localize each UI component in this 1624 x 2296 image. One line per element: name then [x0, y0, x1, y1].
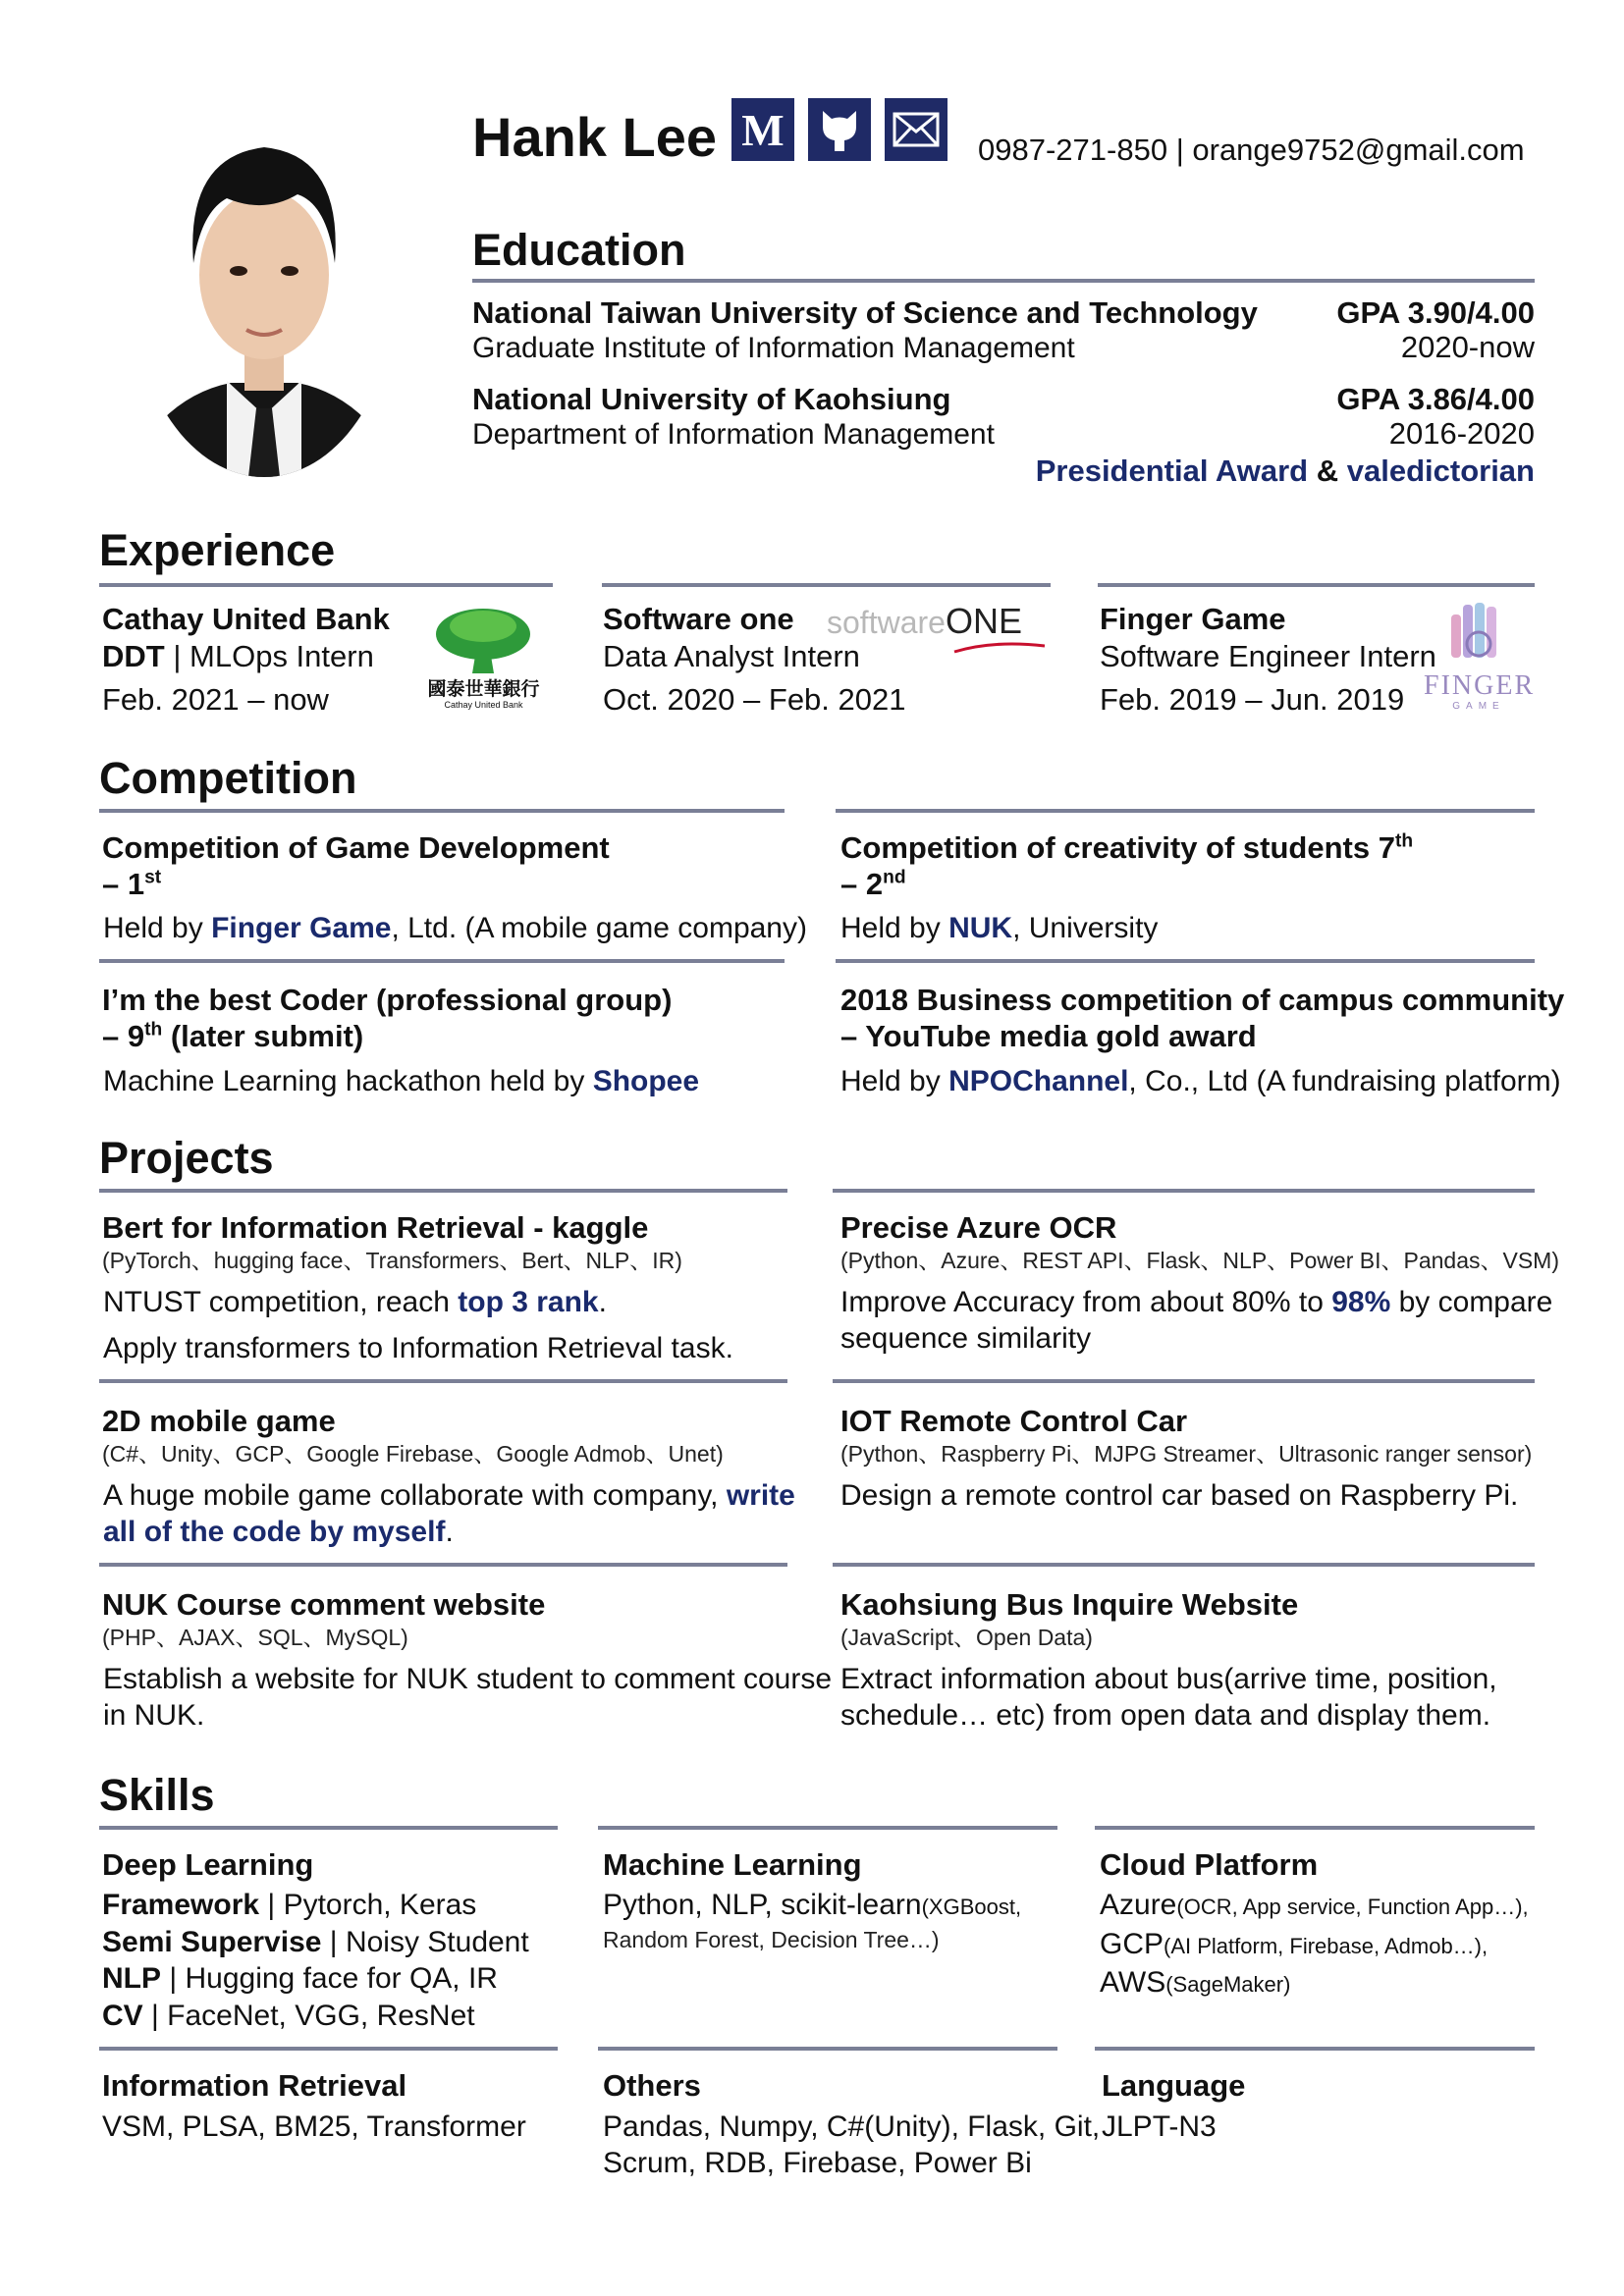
projects-rule-6	[833, 1563, 1535, 1567]
competition-rule-1	[99, 809, 785, 813]
competition-desc-4-hl: NPOChannel	[948, 1065, 1129, 1097]
competition-rank-2-sup: nd	[883, 867, 906, 888]
competition-title-3	[102, 982, 672, 1054]
skill-cloud-azure: Azure	[1100, 1889, 1177, 1921]
experience-sep-1: |	[173, 639, 182, 673]
skills-rule-1	[99, 1826, 558, 1830]
skill-dl-key-3: NLP	[102, 1962, 161, 1995]
skill-ml-line1	[603, 1887, 1021, 1924]
skill-dl-sep-3: |	[169, 1962, 178, 1995]
skill-dl-key-4: CV	[102, 1999, 143, 2032]
skills-rule-2	[598, 1826, 1057, 1830]
education-school-2: National University of Kaohsiung	[472, 382, 951, 416]
competition-desc-1-hl: Finger Game	[211, 912, 392, 944]
skills-rule-4	[99, 2047, 558, 2051]
experience-company-2: Software one	[603, 602, 794, 636]
education-gpa-2: GPA 3.86/4.00	[1336, 382, 1535, 416]
skill-cloud-row-2	[1100, 1926, 1529, 1965]
competition-title-3-line2	[102, 1018, 672, 1054]
projects-rule-3	[99, 1379, 787, 1383]
skill-ml-line2: Random Forest, Decision Tree…)	[603, 1927, 940, 1952]
project-desc-3b-post: .	[445, 1516, 454, 1548]
project-desc-4a: Design a remote control car based on Raspberry Pi.	[840, 1479, 1519, 1512]
project-desc-6a: Extract information about bus(arrive time, position,	[840, 1663, 1497, 1695]
project-tech-4: (Python、Raspberry Pi、MJPG Streamer、Ultrasonic ranger sensor)	[840, 1441, 1533, 1467]
experience-rule-3	[1098, 583, 1535, 587]
experience-team-1: DDT	[102, 639, 165, 673]
skill-ml-title: Machine Learning	[603, 1847, 862, 1882]
competition-rule-4	[836, 959, 1535, 963]
competition-desc-2-post: , University	[1012, 912, 1159, 944]
skill-cloud-aws-detail: (SageMaker)	[1165, 1972, 1291, 1997]
project-desc-3a-pre: A huge mobile game collaborate with company,	[103, 1479, 727, 1512]
skill-dl-sep-1: |	[267, 1889, 276, 1921]
experience-period-3: Feb. 2019 – Jun. 2019	[1100, 682, 1405, 717]
competition-desc-2-hl: NUK	[948, 912, 1013, 944]
award-ampersand: &	[1316, 454, 1339, 488]
fingergame-logo-a: FINGER	[1424, 670, 1536, 701]
competition-rank-1-sup: st	[144, 867, 162, 888]
skill-cloud-azure-detail: (OCR, App service, Function App…),	[1176, 1895, 1529, 1919]
project-desc-2a-hl: 98%	[1331, 1286, 1391, 1318]
medium-icon[interactable]	[731, 98, 794, 161]
skill-cloud-gcp-detail: (AI Platform, Firebase, Admob…),	[1164, 1933, 1489, 1958]
skill-dl-key-2: Semi Supervise	[102, 1925, 322, 1958]
email-address[interactable]: orange9752@gmail.com	[1192, 133, 1525, 167]
skill-dl-row-2	[102, 1924, 529, 1961]
skill-deep-learning-rows	[102, 1887, 529, 2034]
project-title-4: IOT Remote Control Car	[840, 1404, 1188, 1438]
competition-title-2	[840, 829, 1413, 902]
skill-cloud-row-1	[1100, 1887, 1529, 1926]
project-tech-1: (PyTorch、hugging face、Transformers、Bert、NLP、IR)	[102, 1248, 682, 1273]
softwareone-logo	[827, 601, 1048, 650]
project-tech-3: (C#、Unity、GCP、Google Firebase、Google Admob、Unet)	[102, 1441, 724, 1467]
education-gpa-1: GPA 3.90/4.00	[1336, 295, 1535, 330]
experience-period-1: Feb. 2021 – now	[102, 682, 329, 717]
project-title-6: Kaohsiung Bus Inquire Website	[840, 1587, 1299, 1622]
project-desc-3b	[103, 1514, 454, 1551]
project-desc-5a: Establish a website for NUK student to comment course	[103, 1663, 833, 1695]
education-period-1: 2020-now	[1400, 330, 1535, 364]
competition-desc-4-pre: Held by	[840, 1065, 949, 1097]
github-icon[interactable]	[808, 98, 871, 161]
softwareone-logo-b: ONE	[945, 601, 1022, 641]
project-desc-1a	[103, 1284, 607, 1321]
experience-rule-1	[99, 583, 553, 587]
skill-others-line1: Pandas, Numpy, C#(Unity), Flask, Git,	[603, 2110, 1101, 2143]
competition-desc-1	[103, 910, 807, 947]
contact-separator: |	[1175, 133, 1184, 167]
education-period-2: 2016-2020	[1388, 416, 1535, 451]
competition-title-1-line2	[102, 866, 610, 902]
svg-text:M: M	[741, 106, 785, 153]
experience-role-2: Data Analyst Intern	[603, 639, 860, 673]
competition-desc-4	[840, 1063, 1561, 1100]
competition-title-4	[840, 982, 1564, 1054]
experience-rule-2	[602, 583, 1051, 587]
project-desc-3a	[103, 1477, 795, 1515]
fingergame-logo-b: GAME	[1452, 701, 1505, 712]
skill-others-line2: Scrum, RDB, Firebase, Power Bi	[603, 2147, 1032, 2179]
competition-heading: Competition	[99, 753, 357, 803]
projects-rule-5	[99, 1563, 787, 1567]
competition-rank-3: – 9	[102, 1019, 145, 1054]
competition-title-1	[102, 829, 610, 902]
candidate-name: Hank Lee	[472, 106, 717, 168]
phone-number: 0987-271-850	[978, 133, 1168, 167]
projects-rule-1	[99, 1189, 787, 1193]
competition-desc-3-hl: Shopee	[592, 1065, 700, 1097]
competition-rank-3-post: (later submit)	[162, 1019, 364, 1054]
project-desc-3b-hl: all of the code by myself	[103, 1516, 446, 1548]
award-valedictorian: valedictorian	[1346, 454, 1535, 488]
skill-dl-val-1: Pytorch, Keras	[283, 1889, 477, 1921]
skill-dl-row-3	[102, 1960, 529, 1998]
competition-title-1-line1: Competition of Game Development	[102, 830, 610, 865]
experience-period-2: Oct. 2020 – Feb. 2021	[603, 682, 906, 717]
projects-heading: Projects	[99, 1133, 274, 1183]
skill-dl-sep-2: |	[329, 1925, 338, 1958]
skill-ir-title: Information Retrieval	[102, 2068, 407, 2103]
competition-title-3-line1: I’m the best Coder (professional group)	[102, 983, 673, 1017]
skill-dl-key-1: Framework	[102, 1889, 260, 1921]
award-presidential: Presidential Award	[1035, 454, 1309, 488]
cathay-logo	[417, 607, 550, 717]
project-title-1: Bert for Information Retrieval - kaggle	[102, 1210, 649, 1245]
skill-dl-row-1	[102, 1887, 529, 1924]
skills-heading: Skills	[99, 1770, 215, 1820]
competition-rank-2: – 2	[840, 867, 884, 902]
project-tech-6: (JavaScript、Open Data)	[840, 1625, 1093, 1650]
project-desc-1a-hl: top 3 rank	[458, 1286, 599, 1318]
experience-company-3: Finger Game	[1100, 602, 1286, 636]
skill-cloud-aws: AWS	[1100, 1966, 1166, 1999]
project-desc-5b: in NUK.	[103, 1699, 205, 1732]
competition-rule-2	[836, 809, 1535, 813]
cathay-logo-zh: 國泰世華銀行	[427, 679, 540, 700]
competition-title-2-line1	[840, 829, 1413, 866]
skill-cloud-rows	[1100, 1887, 1529, 2003]
skill-cloud-gcp: GCP	[1100, 1927, 1164, 1960]
education-dept-2: Department of Information Management	[472, 418, 995, 451]
skill-dl-val-2: Noisy Student	[345, 1925, 529, 1958]
competition-rank-1: – 1	[102, 867, 145, 902]
skills-rule-6	[1095, 2047, 1535, 2051]
experience-role-3: Software Engineer Intern	[1100, 639, 1436, 673]
skills-rule-5	[598, 2047, 1057, 2051]
competition-rank-3-sup: th	[144, 1019, 163, 1041]
skill-ml-main: Python, NLP, scikit-learn	[603, 1889, 922, 1921]
project-desc-2a-post: by compare	[1390, 1286, 1553, 1318]
project-desc-6b: schedule… etc) from open data and display them.	[840, 1699, 1491, 1732]
softwareone-logo-a: software	[827, 605, 946, 640]
skill-dl-val-3: Hugging face for QA, IR	[185, 1962, 498, 1995]
project-title-2: Precise Azure OCR	[840, 1210, 1117, 1245]
competition-title-4-line1: 2018 Business competition of campus community	[840, 983, 1565, 1017]
education-dept-1: Graduate Institute of Information Management	[472, 332, 1075, 364]
experience-company-1: Cathay United Bank	[102, 602, 390, 636]
education-rule	[472, 279, 1535, 283]
competition-desc-2	[840, 910, 1158, 947]
education-school-1: National Taiwan University of Science and Technology	[472, 295, 1258, 330]
competition-rule-3	[99, 959, 785, 963]
skill-others-title: Others	[603, 2068, 701, 2103]
skill-dl-row-4	[102, 1998, 529, 2035]
project-desc-1b: Apply transformers to Information Retrieval task.	[103, 1332, 733, 1364]
competition-desc-4-post: , Co., Ltd (A fundraising platform)	[1128, 1065, 1561, 1097]
skill-language-title: Language	[1102, 2068, 1246, 2103]
projects-rule-4	[833, 1379, 1535, 1383]
profile-photo	[133, 96, 396, 477]
competition-title-4-line2: – YouTube media gold award	[840, 1019, 1257, 1054]
education-heading: Education	[472, 225, 686, 275]
experience-role-text-1: MLOps Intern	[189, 639, 374, 673]
competition-desc-2-pre: Held by	[840, 912, 949, 944]
contact-line	[978, 132, 1525, 170]
project-title-5: NUK Course comment website	[102, 1587, 546, 1622]
skill-deep-learning-title: Deep Learning	[102, 1847, 314, 1882]
competition-desc-3-pre: Machine Learning hackathon held by	[103, 1065, 593, 1097]
skill-cloud-title: Cloud Platform	[1100, 1847, 1319, 1882]
cathay-logo-en: Cathay United Bank	[444, 699, 523, 710]
experience-heading: Experience	[99, 525, 336, 575]
competition-desc-1-post: , Ltd. (A mobile game company)	[391, 912, 807, 944]
project-desc-2b: sequence similarity	[840, 1322, 1092, 1355]
skill-cloud-row-3	[1100, 1964, 1529, 2003]
project-tech-2: (Python、Azure、REST API、Flask、NLP、Power BI、Pandas、VSM)	[840, 1248, 1559, 1273]
project-desc-1a-pre: NTUST competition, reach	[103, 1286, 459, 1318]
skill-ml-small1: (XGBoost,	[921, 1895, 1022, 1919]
competition-desc-1-pre: Held by	[103, 912, 212, 944]
project-title-3: 2D mobile game	[102, 1404, 336, 1438]
project-desc-1a-post: .	[598, 1286, 607, 1318]
competition-title-2-line2	[840, 866, 1413, 902]
project-tech-5: (PHP、AJAX、SQL、MySQL)	[102, 1625, 408, 1650]
project-desc-2a	[840, 1284, 1552, 1321]
experience-role-1	[102, 638, 374, 676]
skills-rule-3	[1095, 1826, 1535, 1830]
project-desc-3a-hl: write	[726, 1479, 795, 1512]
competition-desc-3	[103, 1063, 699, 1100]
email-icon[interactable]	[885, 98, 947, 161]
competition-title-2-text: Competition of creativity of students 7	[840, 830, 1395, 865]
skill-dl-val-4: FaceNet, VGG, ResNet	[167, 1999, 475, 2032]
projects-rule-2	[833, 1189, 1535, 1193]
skill-ir-text: VSM, PLSA, BM25, Transformer	[102, 2110, 526, 2143]
education-award	[982, 453, 1535, 489]
skill-language-text: JLPT-N3	[1102, 2110, 1217, 2143]
competition-title-2-sup: th	[1394, 830, 1414, 852]
skill-dl-sep-4: |	[151, 1999, 159, 2032]
fingergame-logo	[1424, 601, 1534, 717]
project-desc-2a-pre: Improve Accuracy from about 80% to	[840, 1286, 1332, 1318]
